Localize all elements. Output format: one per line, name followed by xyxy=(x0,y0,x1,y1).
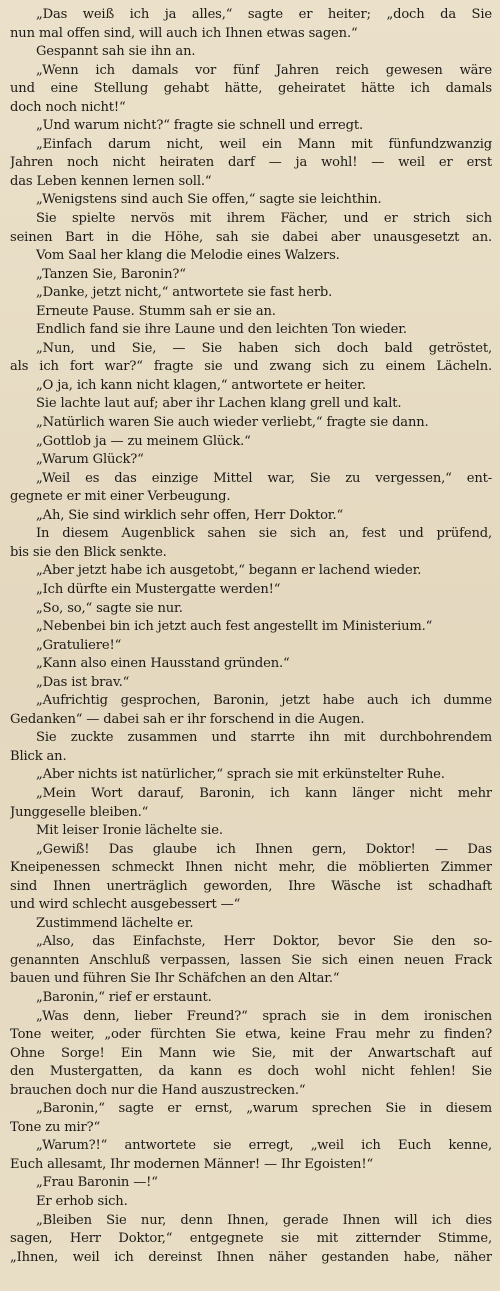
text-line: „Baronin,“ sagte er ernst, „warum sprechen Sie in diesem xyxy=(36,1101,492,1117)
text-line: bis sie den Blick senkte. xyxy=(10,544,167,560)
text-line: „Warum?!“ antwortete sie erregt, „weil ich Euch kenne, xyxy=(36,1138,492,1154)
text-line: „Einfach darum nicht, weil ein Mann mit fünfundzwanzig xyxy=(36,136,492,152)
text-line: Jahren noch nicht heiraten darf — ja wohl! — weil er erst xyxy=(10,155,492,171)
text-line: „So, so,“ sagte sie nur. xyxy=(36,600,183,616)
text-line: genannten Anschluß verpassen, lassen Sie sich einen neuen Frack xyxy=(10,952,492,968)
text-line: Vom Saal her klang die Melodie eines Walzers. xyxy=(36,248,340,264)
text-line: „Natürlich waren Sie auch wieder verliebt,“ fragte sie dann. xyxy=(36,415,429,431)
text-line: Kneipenessen schmeckt Ihnen nicht mehr, die möblierten Zimmer xyxy=(10,860,492,876)
text-line: seinen Bart in die Höhe, sah sie dabei aber unausgesetzt an. xyxy=(10,229,492,245)
text-line: „Ich dürfte ein Mustergatte werden!“ xyxy=(36,581,281,597)
text-line: „Aber jetzt habe ich ausgetobt,“ begann er lachend wieder. xyxy=(36,563,422,579)
text-line: „Ihnen, weil ich dereinst Ihnen näher gestanden habe, näher xyxy=(10,1249,492,1265)
text-line: „Baronin,“ rief er erstaunt. xyxy=(36,989,212,1005)
text-line: „Kann also einen Hausstand gründen.“ xyxy=(36,656,290,672)
text-column xyxy=(10,6,492,1267)
text-line: Sie zuckte zusammen und starrte ihn mit durchbohrendem xyxy=(36,730,492,746)
text-line: Mit leiser Ironie lächelte sie. xyxy=(36,823,223,839)
text-line: „Warum Glück?“ xyxy=(36,452,144,468)
text-line: sind Ihnen unerträglich geworden, Ihre Wäsche ist schadhaft xyxy=(10,878,492,894)
text-line: Erneute Pause. Stumm sah er sie an. xyxy=(36,303,276,319)
text-line: Tone weiter, „oder fürchten Sie etwa, keine Frau mehr zu finden? xyxy=(10,1027,492,1043)
text-line: sagen, Herr Doktor,“ entgegnete sie mit zitternder Stimme, xyxy=(10,1231,492,1247)
text-line: doch noch nicht!“ xyxy=(10,99,126,115)
text-line: „Das ist brav.“ xyxy=(36,674,130,690)
text-line: Gedanken“ — dabei sah er ihr forschend in die Augen. xyxy=(10,711,365,727)
text-line: „O ja, ich kann nicht klagen,“ antwortete er heiter. xyxy=(36,377,366,393)
text-line: „Aufrichtig gesprochen, Baronin, jetzt habe auch ich dumme xyxy=(36,693,492,709)
text-line: gegnete er mit einer Verbeugung. xyxy=(10,489,231,505)
text-line: „Also, das Einfachste, Herr Doktor, bevor Sie den so- xyxy=(36,934,492,950)
text-line: „Wenigstens sind auch Sie offen,“ sagte sie leichthin. xyxy=(36,192,382,208)
text-line: Sie spielte nervös mit ihrem Fächer, und er strich sich xyxy=(36,211,492,227)
text-line: „Gewiß! Das glaube ich Ihnen gern, Doktor! — Das xyxy=(36,841,492,857)
text-line: als ich fort war?“ fragte sie und zwang sich zu einem Lächeln. xyxy=(10,359,492,375)
text-line: „Aber nichts ist natürlicher,“ sprach sie mit erkünstelter Ruhe. xyxy=(36,767,445,783)
text-line: brauchen doch nur die Hand auszustrecken.“ xyxy=(10,1082,306,1098)
text-line: Gespannt sah sie ihn an. xyxy=(36,44,196,60)
text-line: „Nun, und Sie, — Sie haben sich doch bald getröstet, xyxy=(36,340,492,356)
text-line: und eine Stellung gehabt hätte, geheiratet hätte ich damals xyxy=(10,81,492,97)
text-line: Sie lachte laut auf; aber ihr Lachen klang grell und kalt. xyxy=(36,396,402,412)
text-line: und wird schlecht ausgebessert —“ xyxy=(10,897,241,913)
text-line: Tone zu mir?“ xyxy=(10,1119,101,1135)
text-line: „Nebenbei bin ich jetzt auch fest angestellt im Ministerium.“ xyxy=(36,619,433,635)
text-line: „Mein Wort darauf, Baronin, ich kann länger nicht mehr xyxy=(36,785,492,801)
text-line: „Weil es das einzige Mittel war, Sie zu vergessen,“ ent- xyxy=(36,470,492,486)
text-line: Euch allesamt, Ihr modernen Männer! — Ihr Egoisten!“ xyxy=(10,1156,373,1172)
text-line: Junggeselle bleiben.“ xyxy=(10,804,149,820)
text-line: „Frau Baronin —!“ xyxy=(36,1175,158,1191)
text-line: „Das weiß ich ja alles,“ sagte er heiter; „doch da Sie xyxy=(36,7,492,22)
text-line: „Bleiben Sie nur, denn Ihnen, gerade Ihnen will ich dies xyxy=(36,1212,492,1228)
text-line: den Mustergatten, da kann es doch wohl nicht fehlen! Sie xyxy=(10,1064,492,1080)
text-line: Er erhob sich. xyxy=(36,1194,128,1209)
text-line: „Wenn ich damals vor fünf Jahren reich gewesen wäre xyxy=(36,62,492,78)
text-line: „Ah, Sie sind wirklich sehr offen, Herr Doktor.“ xyxy=(36,507,344,523)
text-line: „Tanzen Sie, Baronin?“ xyxy=(36,266,186,282)
text-line: bauen und führen Sie Ihr Schäfchen an den Altar.“ xyxy=(10,971,340,987)
text-line: Ohne Sorge! Ein Mann wie Sie, mit der Anwartschaft auf xyxy=(10,1045,492,1061)
text-line: Endlich fand sie ihre Laune und den leichten Ton wieder. xyxy=(36,322,407,338)
text-line: „Danke, jetzt nicht,“ antwortete sie fast herb. xyxy=(36,285,333,301)
text-line: „Was denn, lieber Freund?“ sprach sie in dem ironischen xyxy=(36,1008,492,1024)
text-line: Blick an. xyxy=(10,748,67,764)
text-line: Zustimmend lächelte er. xyxy=(36,915,194,931)
text-line: In diesem Augenblick sahen sie sich an, fest und prüfend, xyxy=(36,526,492,542)
text-line: „Gottlob ja — zu meinem Glück.“ xyxy=(36,433,251,449)
text-line: nun mal offen sind, will auch ich Ihnen etwas sagen.“ xyxy=(10,25,358,41)
text-line: das Leben kennen lernen soll.“ xyxy=(10,173,212,189)
text-line: „Und warum nicht?“ fragte sie schnell und erregt. xyxy=(36,118,363,134)
text-line: „Gratuliere!“ xyxy=(36,637,122,653)
